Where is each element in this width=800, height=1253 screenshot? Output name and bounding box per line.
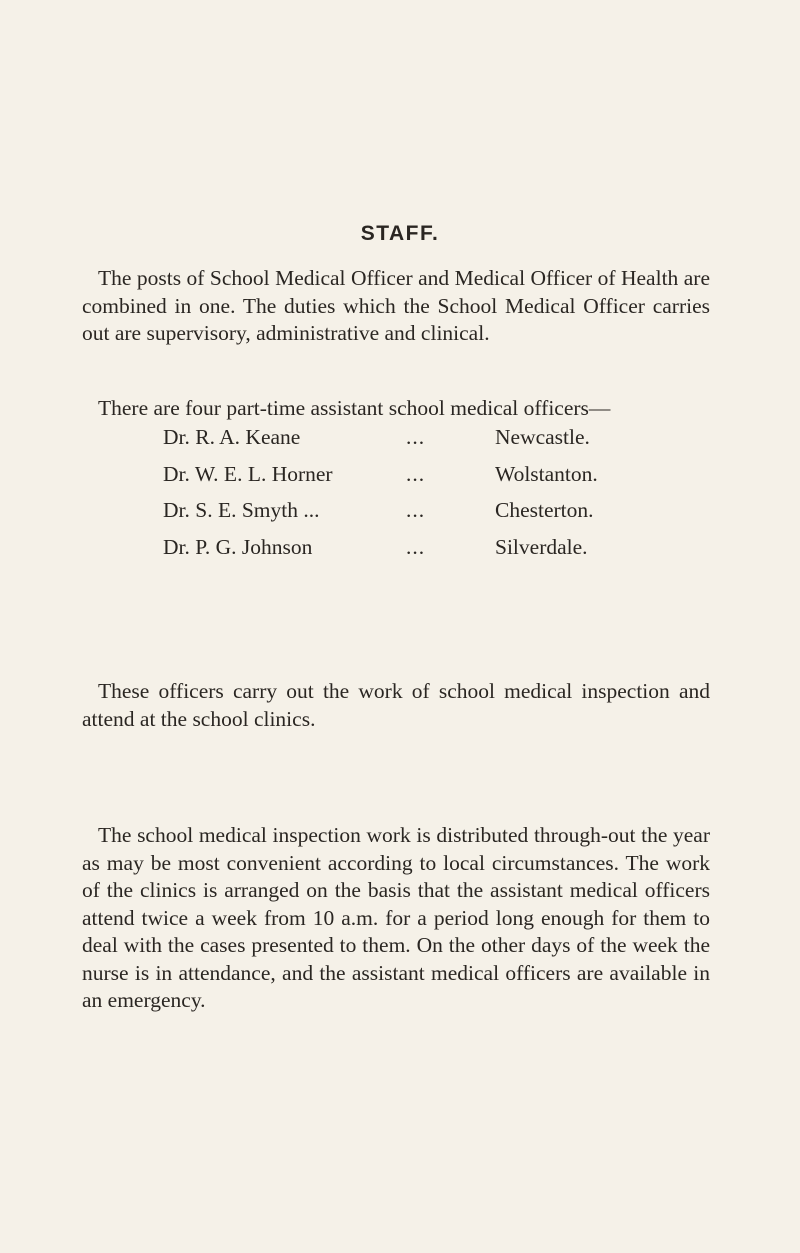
- staff-name: Dr. W. E. L. Horner: [163, 461, 333, 486]
- dot-leader: ...: [406, 425, 426, 449]
- assistant-officers-paragraph: There are four part-time assistant school medical officers—: [98, 396, 611, 420]
- staff-location: Wolstanton.: [495, 461, 598, 486]
- staff-name: Dr. P. G. Johnson: [163, 534, 313, 559]
- staff-location: Chesterton.: [495, 498, 594, 522]
- inspection-schedule-paragraph: The school medical inspection work is distributed through-out the year as may be most convenient according to local circumstances. The work of the clinics is arranged on the basis that the assistant medical officers attend twice a week from 10 a.m. for a period long enough for them to deal with the cases presented to them. On the other days of the week the nurse is in attendance, and the assistant medical officers are available in an emergency.: [82, 823, 710, 1012]
- staff-name: Dr. S. E. Smyth ...: [163, 498, 320, 522]
- dot-leader: ...: [406, 461, 426, 486]
- staff-name: Dr. R. A. Keane: [163, 425, 301, 449]
- staff-location: Silverdale.: [495, 534, 588, 559]
- dot-leader: ...: [406, 498, 426, 522]
- dot-leader: ...: [406, 534, 426, 559]
- officers-duties-paragraph: These officers carry out the work of school medical inspection and attend at the school clinics.: [82, 679, 710, 731]
- staff-intro-paragraph: The posts of School Medical Officer and Medical Officer of Health are combined in one. The duties which the School Medical Officer carries out are supervisory, administrative and clinical.: [82, 266, 710, 345]
- staff-row: [163, 462, 683, 499]
- staff-row: [163, 535, 683, 572]
- staff-list: [163, 425, 683, 571]
- staff-location: Newcastle.: [495, 425, 590, 449]
- staff-row: [163, 498, 683, 535]
- staff-row: [163, 425, 683, 462]
- section-heading: STAFF.: [360, 222, 440, 245]
